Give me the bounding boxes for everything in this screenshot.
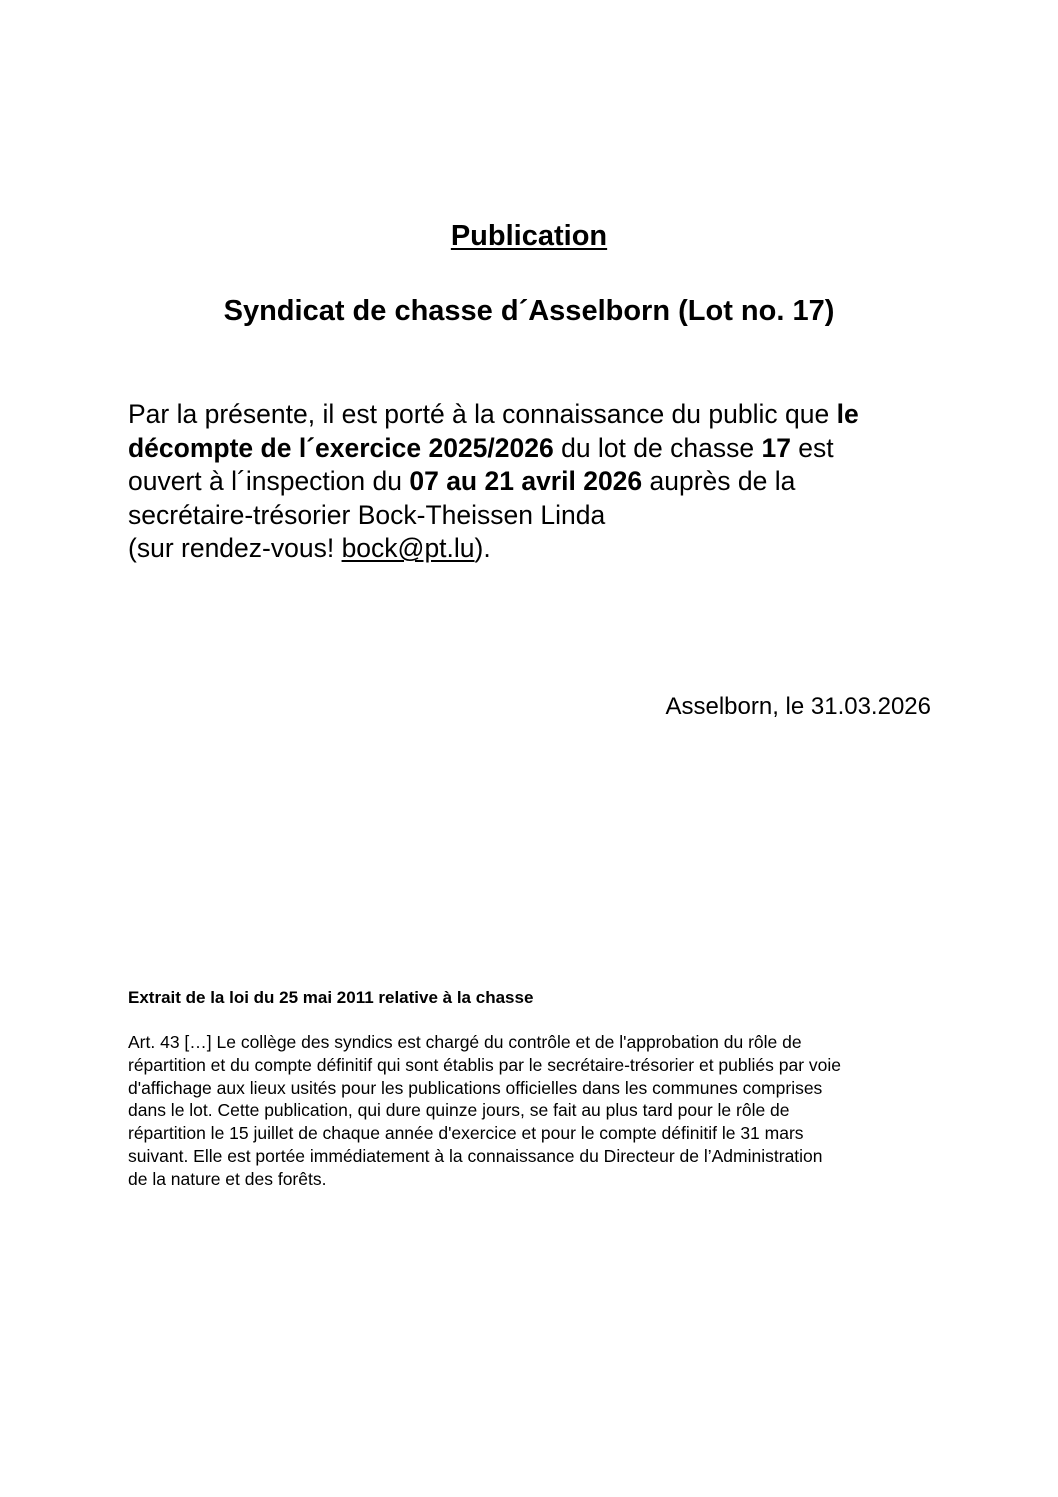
announcement-text: ). [474, 533, 491, 563]
extract-line: d'affichage aux lieux usités pour les publications officielles dans les communes comprises [128, 1077, 823, 1098]
extract-line: dans le lot. Cette publication, qui dure quinze jours, se fait au plus tard pour le rôle de [128, 1100, 790, 1121]
announcement-paragraph [128, 398, 928, 566]
announcement-line [128, 532, 928, 566]
announcement-text: Par la présente, il est porté à la connaissance du public que [128, 399, 837, 429]
extract-body [128, 1031, 928, 1191]
extract-heading: Extrait de la loi du 25 mai 2011 relative à la chasse [128, 988, 534, 1007]
email-link[interactable]: bock@pt.lu [341, 533, 475, 563]
extract-line: de la nature et des forêts. [128, 1168, 327, 1189]
extract-line: suivant. Elle est portée immédiatement à la connaissance du Directeur de l’Administration [128, 1145, 823, 1166]
announcement-line [128, 398, 928, 432]
announcement-text: ouvert à l´inspection du [128, 466, 410, 496]
announcement-text: (sur rendez-vous! [128, 533, 342, 563]
inspection-period: 07 au 21 avril 2026 [409, 466, 643, 496]
announcement-bold: décompte de l´exercice 2025/2026 [128, 432, 554, 463]
announcement-line: secrétaire-trésorier Bock-Theissen Linda [128, 499, 606, 530]
announcement-line [128, 465, 928, 499]
place-date: Asselborn, le 31.03.2026 [665, 693, 931, 720]
extract-line: répartition et du compte définitif qui sont établis par le secrétaire-trésorier et publiés par voie [128, 1054, 842, 1075]
document-title: Publication [450, 220, 608, 252]
announcement-text: est [790, 432, 834, 463]
announcement-text: du lot de chasse [553, 432, 762, 463]
announcement-line [128, 432, 928, 466]
lot-number: 17 [761, 432, 791, 463]
extract-line: Art. 43 […] Le collège des syndics est chargé du contrôle et de l'approbation du rôle de [128, 1032, 802, 1052]
announcement-text: auprès de la [642, 466, 796, 496]
document-subtitle: Syndicat de chasse d´Asselborn (Lot no. 17) [223, 295, 835, 327]
extract-line: répartition le 15 juillet de chaque année d'exercice et pour le compte définitif le 31 mars [128, 1123, 804, 1144]
announcement-bold: le [836, 399, 859, 429]
